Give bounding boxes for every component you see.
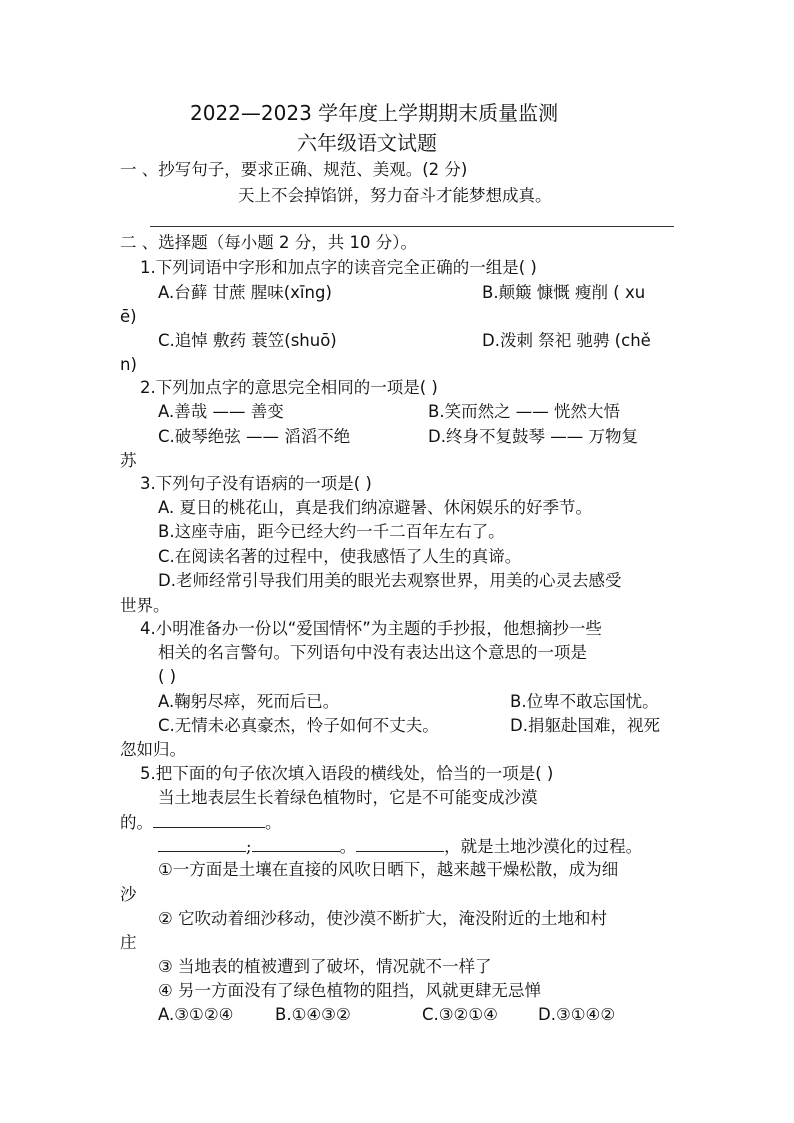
q1-option-c: C.追悼 敷药 蓑笠(shuō) [158,331,337,350]
q4-answer-blank: ( ) [158,667,177,686]
q3-option-c: C.在阅读名著的过程中，使我感悟了人生的真谛。 [158,547,522,566]
q5-sentence-1: ①一方面是土壤在直接的风吹日晒下，越来越干燥松散，成为细 [158,860,619,879]
q5-sentence-2-wrap: 庄 [120,933,137,952]
section-2-heading: 二 、选择题（每小题 2 分，共 10 分）。 [120,233,417,252]
q2-stem: 2.下列加点字的意思完全相同的一项是( ) [140,378,438,397]
q5-passage-line1-wrap: 的。 。 [120,810,282,835]
q4-stem-line1: 4.小明准备办一份以“爱国情怀”为主题的手抄报，他想摘抄一些 [140,619,602,638]
q4-option-d: D.捐躯赴国难，视死 [510,716,660,735]
q3-option-b: B.这座寺庙，距今已经大约一千二百年左右了。 [158,522,505,541]
copy-sentence: 天上不会掉馅饼，努力奋斗才能梦想成真。 [238,186,552,205]
q3-option-d-wrap: 世界。 [120,596,170,615]
q5-passage-line1: 当土地表层生长着绿色植物时，它是不可能变成沙漠 [158,788,538,807]
q1-stem: 1.下列词语中字形和加点字的读音完全正确的一组是( ) [140,258,537,277]
q5-option-a: A.③①②④ [158,1005,234,1024]
page-title: 2022—2023 学年度上学期期末质量监测 [190,101,559,125]
q1-option-d-wrap: n) [120,355,137,374]
q5-passage-line2: ; 。 ，就是土地沙漠化的过程。 [158,834,642,859]
q2-option-c: C.破琴绝弦 —— 滔滔不绝 [158,427,351,446]
q4-option-c: C.无情未必真豪杰，怜子如何不丈夫。 [158,716,439,735]
q3-option-a: A. 夏日的桃花山，真是我们纳凉避暑、休闲娱乐的好季节。 [158,498,592,517]
q2-option-d-wrap: 苏 [120,451,137,470]
q1-option-b-wrap: ē) [120,307,137,326]
q3-stem: 3.下列句子没有语病的一项是( ) [140,474,372,493]
q4-option-a: A.鞠躬尽瘁，死而后已。 [158,692,340,711]
q1-option-b: B.颠簸 慷慨 瘦削 ( xu [482,283,646,302]
writing-line[interactable] [150,226,674,227]
section-1-heading: 一 、抄写句子，要求正确、规范、美观。(2 分) [120,160,468,179]
q1-option-d: D.泼刺 祭祀 驰骋 (chě [482,331,651,350]
q5-sentence-4: ④ 另一方面没有了绿色植物的阻挡，风就更肆无忌惮 [158,981,542,1000]
fill-blank-2[interactable] [158,834,246,852]
q5-sentence-3: ③ 当地表的植被遭到了破坏，情况就不一样了 [158,957,492,976]
q4-option-b: B.位卑不敢忘国忧。 [510,692,659,711]
q5-option-d: D.③①④② [538,1005,616,1024]
q5-sentence-2: ② 它吹动着细沙移动，使沙漠不断扩大，淹没附近的土地和村 [158,909,608,928]
fill-blank-1[interactable] [153,810,265,828]
q4-option-d-wrap: 忽如归。 [120,740,186,759]
q5-stem: 5.把下面的句子依次填入语段的横线处，恰当的一项是( ) [140,764,554,783]
q2-option-a: A.善哉 —— 善变 [158,402,284,421]
q5-option-c: C.③②①④ [422,1005,498,1024]
fill-blank-4[interactable] [356,834,444,852]
q1-option-a: A.台藓 甘蔗 腥味(xīng) [158,283,332,302]
q3-option-d: D.老师经常引导我们用美的眼光去观察世界，用美的心灵去感受 [158,571,622,590]
q2-option-b: B.笑而然之 —— 恍然大悟 [428,402,621,421]
q5-option-b: B.①④③② [275,1005,351,1024]
page-subtitle: 六年级语文试题 [297,131,437,155]
q5-sentence-1-wrap: 沙 [120,885,137,904]
q2-option-d: D.终身不复鼓琴 —— 万物复 [428,427,638,446]
fill-blank-3[interactable] [252,834,340,852]
q4-stem-line2: 相关的名言警句。下列语句中没有表达出这个意思的一项是 [158,643,587,662]
